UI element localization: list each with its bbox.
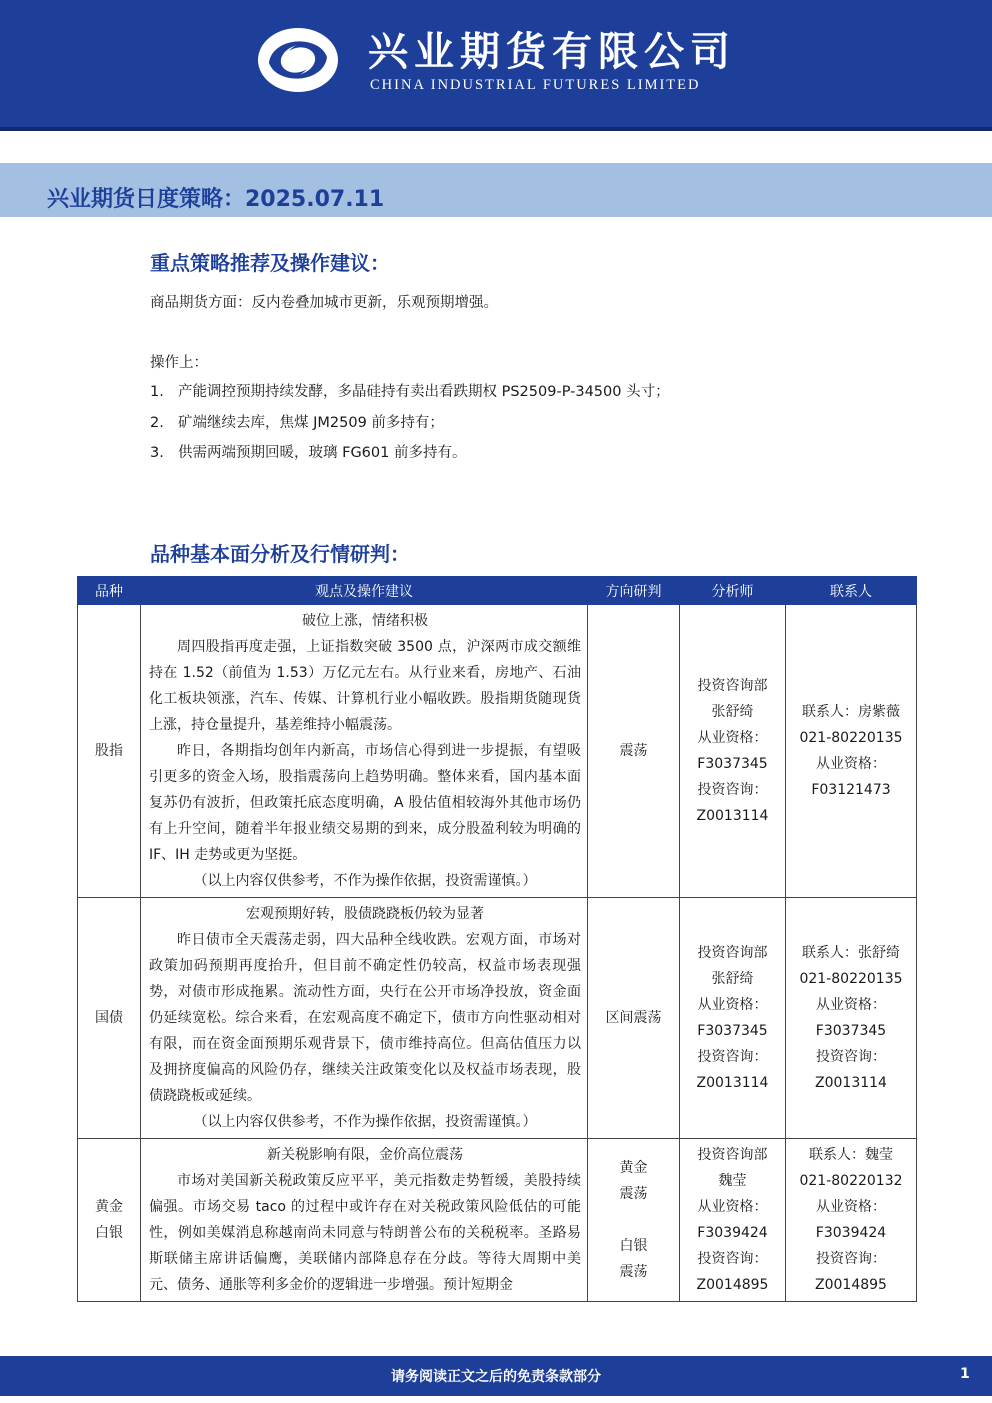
contact-line: 021-80220135 — [799, 971, 903, 987]
contact-cell — [786, 898, 917, 1139]
direction-cell — [588, 605, 680, 898]
analyst-line: 张舒绮 — [711, 704, 754, 720]
analyst-line: 投资咨询： — [697, 1251, 768, 1267]
ops-item-text: 产能调控预期持续发酵，多晶硅持有卖出看跌期权 PS2509-P-34500 头寸； — [178, 384, 670, 400]
analyst-line: 从业资格： — [697, 997, 768, 1013]
variety-cell: 国债 — [78, 898, 141, 1139]
contact-line: 投资咨询： — [816, 1049, 886, 1065]
contact-line: 021-80220135 — [799, 730, 903, 746]
view-paragraph: 昨日债市全天震荡走弱，四大品种全线收跌。宏观方面，市场对政策加码预期再度抬升，但目前不确定性仍较高，权益市场表现强势，对债市形成拖累。流动性方面，央行在公开市场净投放，资金面仍延续宽松。综合来看，在宏观高度不确定下，债市方向性驱动相对有限，而在资金面预期乐观背景下，债市维持高位。但高估值压力以及拥挤度偏高的风险仍存，继续关注政策变化以及权益市场表现，股债跷跷板或延续。 — [149, 932, 581, 1104]
ops-item-num: 2. — [150, 415, 164, 431]
contact-line: Z0013114 — [815, 1075, 887, 1091]
contact-line: 021-80220132 — [799, 1173, 903, 1189]
analyst-line: Z0013114 — [696, 1075, 769, 1091]
company-name-cn: 兴业期货有限公司 — [368, 28, 736, 75]
view-headline: 新关税影响有限，金价高位震荡 — [267, 1147, 463, 1163]
report-title: 兴业期货日度策略：2025.07.11 — [47, 187, 385, 212]
analyst-line: 从业资格： — [697, 1199, 768, 1215]
page-number: 1 — [960, 1366, 970, 1382]
col-header-contact: 联系人 — [786, 577, 917, 605]
section-heading-strategy: 重点策略推荐及操作建议： — [150, 251, 390, 275]
col-header-view: 观点及操作建议 — [141, 577, 588, 605]
header-banner — [0, 0, 992, 131]
contact-line: 联系人：房紫薇 — [802, 704, 900, 720]
disclaimer-note: （以上内容仅供参考，不作为操作依据，投资需谨慎。） — [193, 873, 537, 889]
contact-line: 从业资格： — [816, 1199, 886, 1215]
contact-line: 联系人：魏莹 — [809, 1147, 893, 1163]
view-paragraph: 昨日，各期指均创年内新高，市场信心得到进一步提振，有望吸引更多的资金入场，股指震荡向上趋势明确。整体来看，国内基本面复苏仍有波折，但政策托底态度明确，A 股估值相较海外其他市场仍有上升空间，随着半年报业绩交易期的到来，成分股盈利较为明确的 IF、IH 走势或更为坚挺。 — [149, 743, 581, 863]
ops-item — [150, 441, 466, 462]
ops-item-num: 3. — [150, 445, 164, 461]
analysis-table — [77, 576, 917, 1302]
analyst-line: F3037345 — [697, 1023, 768, 1039]
contact-line: F3039424 — [815, 1225, 887, 1241]
table-row — [78, 898, 917, 1139]
direction-text: 震荡 — [619, 1264, 648, 1280]
contact-line: F3037345 — [815, 1023, 887, 1039]
analyst-line: 投资咨询部 — [697, 945, 768, 961]
view-paragraph: 市场对美国新关税政策反应平平，美元指数走势暂缓，美股持续偏强。市场交易 taco 的过程中或许存在对关税政策风险低估的可能性，例如美媒消息称越南尚未同意与特朗普公布的关税税率。圣路易斯联储主席讲话偏鹰，美联储内部降息存在分歧。等待大周期中美元、债务、通胀等利多金价的逻辑进一步增强。预计短期金 — [149, 1173, 581, 1293]
direction-text: 区间震荡 — [605, 1010, 662, 1026]
view-paragraph: 周四股指再度走强，上证指数突破 3500 点，沪深两市成交额维持在 1.52（前值为 1.53）万亿元左右。从行业来看，房地产、石油化工板块领涨，汽车、传媒、计算机行业小幅收跌。股指期货随现货上涨，持仓量提升，基差维持小幅震荡。 — [149, 639, 581, 733]
variety-line: 黄金 — [95, 1199, 123, 1215]
analyst-line: 张舒绮 — [711, 971, 754, 987]
table-row — [78, 1139, 917, 1302]
analyst-line: Z0013114 — [696, 808, 769, 824]
contact-line: Z0014895 — [815, 1277, 887, 1293]
contact-line: 从业资格： — [816, 997, 886, 1013]
contact-cell — [786, 1139, 917, 1302]
view-headline: 宏观预期好转，股债跷跷板仍较为显著 — [246, 906, 484, 922]
view-headline: 破位上涨，情绪积极 — [302, 613, 428, 629]
analyst-line: 投资咨询： — [697, 782, 768, 798]
variety-cell: 股指 — [78, 605, 141, 898]
col-header-direction: 方向研判 — [588, 577, 680, 605]
view-cell — [141, 1139, 588, 1302]
direction-text: 震荡 — [619, 743, 648, 759]
analyst-line: 投资咨询： — [697, 1049, 768, 1065]
footer-disclaimer: 请务阅读正文之后的免责条款部分 — [391, 1369, 601, 1385]
analyst-cell — [680, 1139, 786, 1302]
direction-cell — [588, 1139, 680, 1302]
contact-line: 投资咨询： — [816, 1251, 886, 1267]
commodity-summary: 商品期货方面：反内卷叠加城市更新，乐观预期增强。 — [150, 295, 498, 311]
analyst-cell — [680, 605, 786, 898]
analyst-line: F3039424 — [697, 1225, 768, 1241]
ops-item-num: 1. — [150, 384, 164, 400]
contact-line: F03121473 — [811, 782, 891, 798]
direction-spacer — [588, 1207, 679, 1233]
contact-cell — [786, 605, 917, 898]
contact-line: 联系人：张舒绮 — [802, 945, 900, 961]
section-heading-analysis: 品种基本面分析及行情研判： — [150, 542, 410, 566]
direction-cell — [588, 898, 680, 1139]
analyst-line: 投资咨询部 — [697, 1147, 768, 1163]
analyst-line: 魏莹 — [718, 1173, 747, 1189]
analyst-line: F3037345 — [697, 756, 768, 772]
analyst-cell — [680, 898, 786, 1139]
analyst-line: 从业资格： — [697, 730, 768, 746]
ops-item — [150, 380, 670, 401]
table-header-row — [78, 577, 917, 605]
direction-text: 白银 — [619, 1238, 648, 1254]
ops-item-text: 矿端继续去库，焦煤 JM2509 前多持有； — [178, 415, 444, 431]
company-name-en: CHINA INDUSTRIAL FUTURES LIMITED — [370, 77, 701, 93]
direction-text: 震荡 — [619, 1186, 648, 1202]
col-header-variety: 品种 — [78, 577, 141, 605]
ops-label: 操作上： — [150, 355, 208, 371]
contact-line: 从业资格： — [816, 756, 886, 772]
ops-item-text: 供需两端预期回暖，玻璃 FG601 前多持有。 — [178, 445, 467, 461]
ops-item — [150, 411, 444, 432]
cif-swirl-logo-icon — [255, 25, 341, 95]
analyst-line: Z0014895 — [696, 1277, 769, 1293]
table-row — [78, 605, 917, 898]
view-cell — [141, 898, 588, 1139]
variety-cell — [78, 1139, 141, 1302]
disclaimer-note: （以上内容仅供参考，不作为操作依据，投资需谨慎。） — [193, 1114, 537, 1130]
view-cell — [141, 605, 588, 898]
direction-text: 黄金 — [619, 1160, 648, 1176]
variety-line: 白银 — [95, 1225, 123, 1241]
col-header-analyst: 分析师 — [680, 577, 786, 605]
analyst-line: 投资咨询部 — [697, 678, 768, 694]
